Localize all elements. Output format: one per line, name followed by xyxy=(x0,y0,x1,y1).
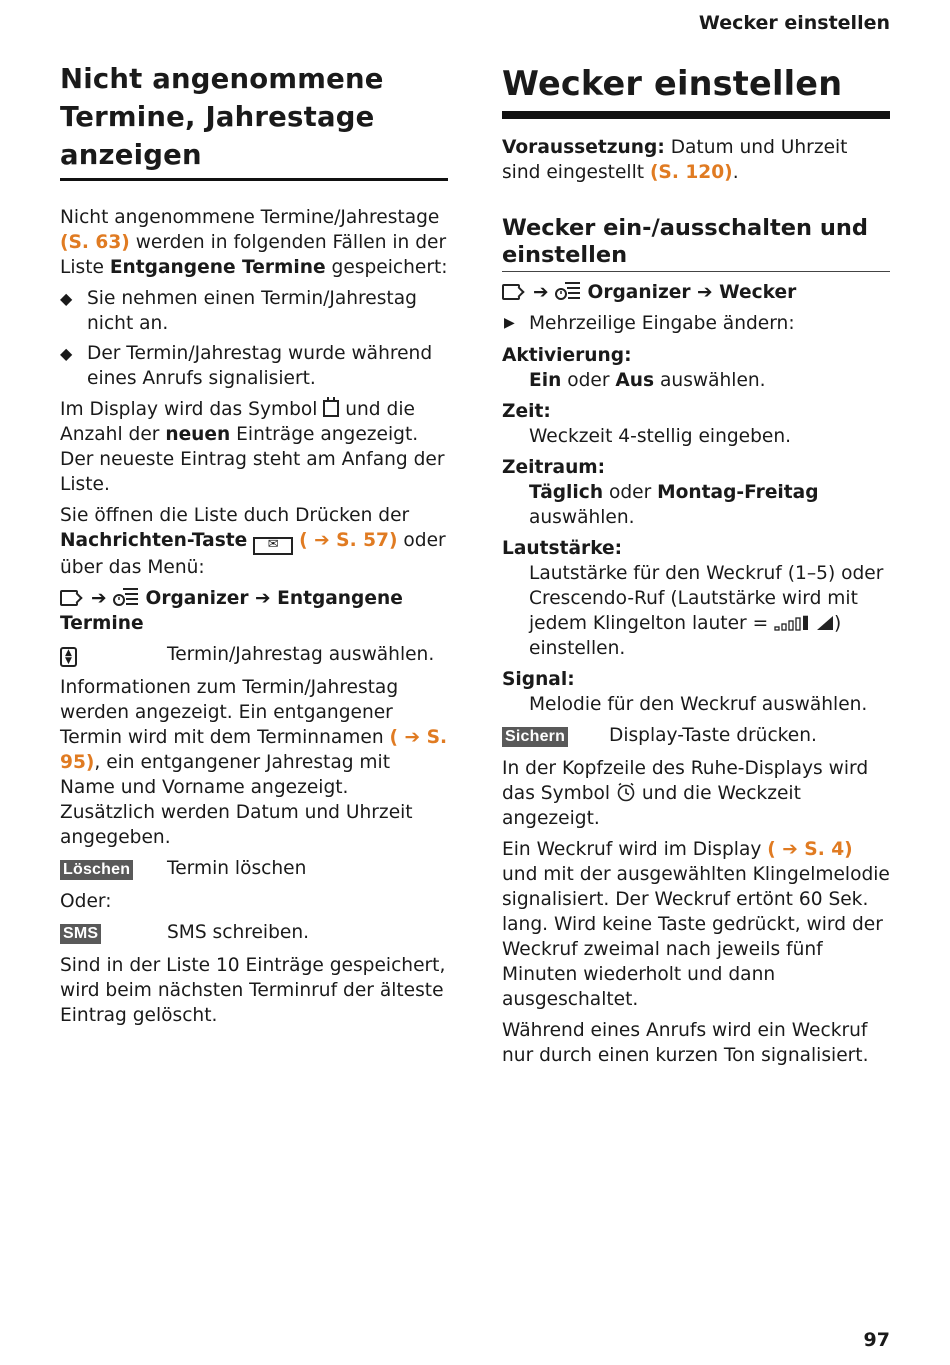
organizer-icon xyxy=(113,587,139,607)
section-title-alarm: Wecker einstellen xyxy=(502,60,890,119)
field-label-period: Zeitraum: xyxy=(502,457,606,478)
save-softkey[interactable]: Sichern xyxy=(502,727,568,747)
menu-path xyxy=(60,586,448,636)
field-body-activation: Ein oder Aus auswählen. xyxy=(529,370,766,391)
alarm-clock-icon xyxy=(616,782,636,802)
calendar-icon xyxy=(323,400,339,417)
menu-item-organizer[interactable]: Organizer xyxy=(587,282,691,303)
field-label-time: Zeit: xyxy=(502,401,551,422)
field-body-signal: Melodie für den Weckruf auswählen. xyxy=(529,694,868,715)
page-reference[interactable]: (S. 120) xyxy=(649,162,733,183)
section-title-missed-appointments xyxy=(60,60,448,181)
page-number: 97 xyxy=(863,1329,890,1351)
intro-paragraph: Nicht angenommene Termine/Jahrestage (S. 63) werden in folgenden Fällen in der Liste Entgangene Termine gespeichert: xyxy=(60,207,448,278)
organizer-icon xyxy=(555,281,581,301)
field-label-signal: Signal: xyxy=(502,669,575,690)
right-column xyxy=(502,60,890,1074)
title-line-3: anzeigen xyxy=(60,139,202,171)
arrow-icon: ➔ xyxy=(90,588,107,609)
arrow-icon: ➔ xyxy=(532,282,549,303)
field-body-time: Weckzeit 4-stellig eingeben. xyxy=(529,426,792,447)
sms-softkey[interactable]: SMS xyxy=(60,924,101,944)
message-key-icon: ✉ xyxy=(253,537,293,555)
open-list-paragraph: Sie öffnen die Liste duch Drücken der Nachrichten-Taste ✉ ( ➔ S. 57) oder über das Menü: xyxy=(60,505,446,578)
menu-key-icon xyxy=(60,590,78,606)
info-paragraph: Informationen zum Termin/Jahrestag werden angezeigt. Ein entgangener Termin wird mit dem Terminnamen ( ➔ S. 95), ein entgangener Jahrestag mit Name und Vorname angezeigt. Zusätzlich werden Datum und Uhrzeit angegeben. xyxy=(60,677,448,848)
display-paragraph: Im Display wird das Symbol und die Anzahl der neuen Einträge angezeigt. Der neueste Eintrag steht am Anfang der Liste. xyxy=(60,399,445,495)
crescendo-icon xyxy=(816,615,834,631)
bullet-list xyxy=(60,286,448,391)
triangle-bullet-icon: ▶ xyxy=(504,315,515,331)
softkey-row-sms: SMS SMS schreiben. xyxy=(60,920,448,945)
nav-key-row: ▲ ▼ Termin/Jahrestag auswählen. xyxy=(60,642,448,667)
field-label-volume: Lautstärke: xyxy=(502,538,623,559)
list-item: ◆ Sie nehmen einen Termin/Jahrestag nicht an. xyxy=(60,288,417,334)
menu-key-icon xyxy=(502,284,520,300)
softkey-row-save: Sichern Display-Taste drücken. xyxy=(502,723,890,748)
softkey-row-delete: Löschen Termin löschen xyxy=(60,856,448,881)
subsection-title: Wecker ein-/ausschalten und einstellen xyxy=(502,215,890,272)
arrow-icon: ➔ xyxy=(255,588,271,609)
page-reference[interactable]: (S. 63) xyxy=(60,232,130,253)
title-line-1: Nicht angenommene xyxy=(60,63,384,95)
page-reference[interactable]: ( ➔ S. 57) xyxy=(299,530,398,551)
field-body-volume: Lautstärke für den Weckruf (1–5) oder Crescendo-Ruf (Lautstärke wird mit jedem Klingelton lauter = ) einstellen. xyxy=(529,563,884,659)
volume-levels-icon xyxy=(774,615,810,631)
status-bar-paragraph: In der Kopfzeile des Ruhe-Displays wird das Symbol und die Weckzeit angezeigt. xyxy=(502,758,869,829)
menu-path xyxy=(502,280,890,305)
closing-paragraph: Sind in der Liste 10 Einträge gespeichert, wird beim nächsten Terminruf der älteste Eintrag gelöscht. xyxy=(60,955,446,1026)
arrow-icon: ➔ xyxy=(697,282,713,303)
call-alarm-paragraph: Während eines Anrufs wird ein Weckruf nur durch einen kurzen Ton signalisiert. xyxy=(502,1020,869,1066)
menu-item-missed-appointments[interactable]: Entgangene Termine xyxy=(60,588,403,634)
menu-item-organizer[interactable]: Organizer xyxy=(145,588,249,609)
field-body-period: Täglich oder Montag-Freitag auswählen. xyxy=(529,482,819,528)
page-reference[interactable]: ( ➔ S. 4) xyxy=(767,839,853,860)
title-line-2: Termine, Jahrestage xyxy=(60,101,375,133)
delete-softkey[interactable]: Löschen xyxy=(60,860,133,880)
left-column xyxy=(60,60,448,1034)
prerequisite-paragraph: Voraussetzung: Datum und Uhrzeit sind eingestellt (S. 120). xyxy=(502,137,848,183)
field-label-activation: Aktivierung: xyxy=(502,345,632,366)
step-item: ▶ Mehrzeilige Eingabe ändern: xyxy=(504,313,795,334)
running-header: Wecker einstellen xyxy=(698,12,890,34)
navigation-key-icon[interactable]: ▲ ▼ xyxy=(60,647,77,667)
list-item: ◆ Der Termin/Jahrestag wurde während eines Anrufs signalisiert. xyxy=(60,343,433,389)
diamond-bullet-icon: ◆ xyxy=(60,289,73,308)
menu-item-alarm[interactable]: Wecker xyxy=(719,282,797,303)
diamond-bullet-icon: ◆ xyxy=(60,344,73,363)
alarm-paragraph: Ein Weckruf wird im Display ( ➔ S. 4) und mit der ausgewählten Klingelmelodie signalisiert. Der Weckruf ertönt 60 Sek. lang. Wird keine Taste gedrückt, wird der Weckruf zweimal nach jeweils fünf Minuten wiederholt und dann ausgeschaltet. xyxy=(502,839,890,1010)
or-label: Oder: xyxy=(60,891,112,912)
page-reference[interactable]: ( ➔ S. 95) xyxy=(60,727,448,773)
